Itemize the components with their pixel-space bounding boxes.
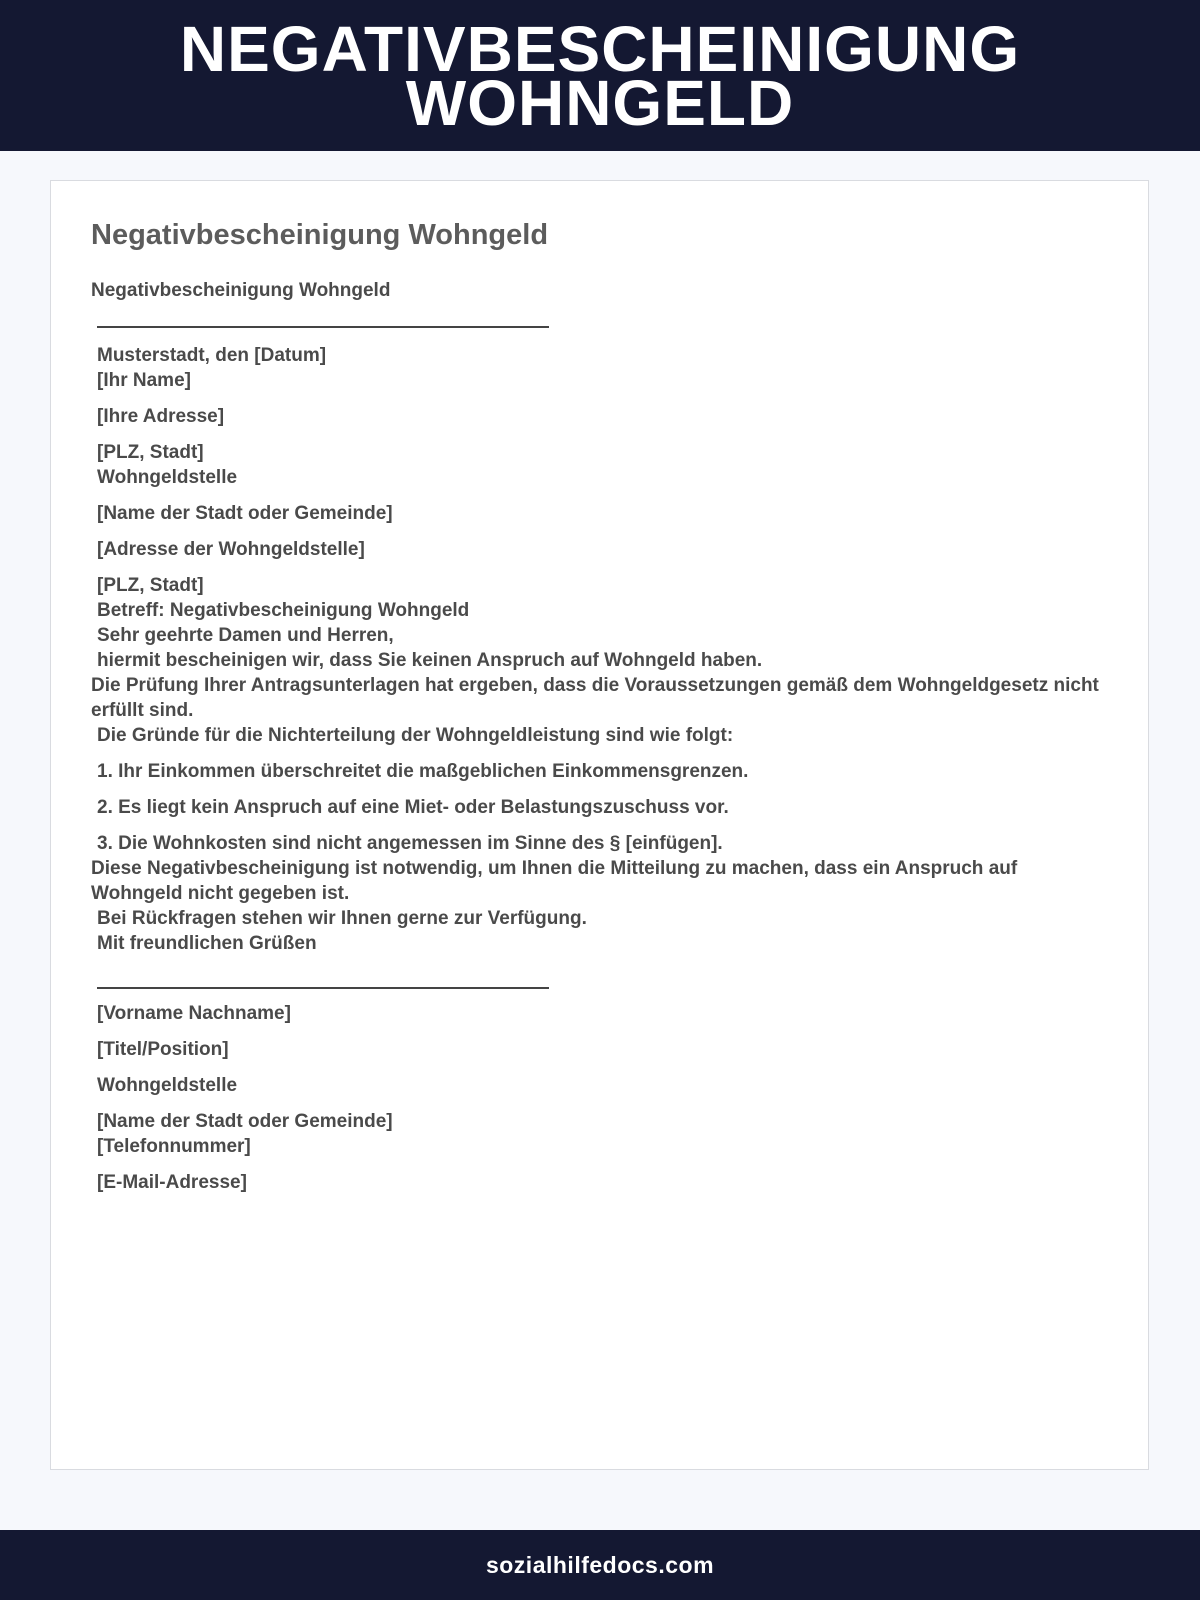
banner-title-line-1: NEGATIVBESCHEINIGUNG bbox=[179, 12, 1021, 85]
sender-address: [Ihre Adresse] bbox=[97, 406, 225, 427]
questions-line: Bei Rückfragen stehen wir Ihnen gerne zur Verfügung. bbox=[97, 908, 587, 929]
signature-title: [Titel/Position] bbox=[97, 1039, 229, 1060]
signature-block bbox=[91, 1001, 1091, 1195]
date-line: Musterstadt, den [Datum] bbox=[97, 345, 327, 366]
document-title: Negativbescheinigung Wohngeld bbox=[91, 219, 549, 251]
footer-site-link[interactable]: sozialhilfedocs.com bbox=[485, 1551, 715, 1578]
intro-paragraph: hiermit bescheinigen wir, dass Sie keinen Anspruch auf Wohngeld haben. bbox=[97, 650, 763, 671]
reason-item: 1. Ihr Einkommen überschreitet die maßgeblichen Einkommensgrenzen. bbox=[97, 761, 749, 782]
reason-item: 2. Es liegt kein Anspruch auf eine Miet- oder Belastungszuschuss vor. bbox=[97, 797, 729, 818]
recipient-office: Wohngeldstelle bbox=[97, 467, 238, 488]
review-paragraph: Die Prüfung Ihrer Antragsunterlagen hat ergeben, dass die Voraussetzungen gemäß dem Wohngeldgesetz nicht erfüllt sind. bbox=[91, 675, 1099, 721]
signature-name: [Vorname Nachname] bbox=[97, 1003, 291, 1024]
top-divider bbox=[97, 326, 549, 328]
signature-divider bbox=[97, 987, 549, 989]
recipient-municipality: [Name der Stadt oder Gemeinde] bbox=[97, 503, 393, 524]
salutation: Sehr geehrte Damen und Herren, bbox=[97, 625, 394, 646]
closing-line: Mit freundlichen Grüßen bbox=[97, 933, 317, 954]
signature-email: [E-Mail-Adresse] bbox=[97, 1172, 247, 1193]
purpose-paragraph: Diese Negativbescheinigung ist notwendig, um Ihnen die Mitteilung zu machen, dass ein Anspruch auf Wohngeld nicht gegeben ist. bbox=[91, 858, 1018, 904]
signature-office: Wohngeldstelle bbox=[97, 1075, 238, 1096]
recipient-address: [Adresse der Wohngeldstelle] bbox=[97, 539, 365, 560]
signature-phone: [Telefonnummer] bbox=[97, 1136, 251, 1157]
reasons-intro: Die Gründe für die Nichterteilung der Wohngeldleistung sind wie folgt: bbox=[97, 725, 734, 746]
signature-municipality: [Name der Stadt oder Gemeinde] bbox=[97, 1111, 393, 1132]
reason-item: 3. Die Wohnkosten sind nicht angemessen im Sinne des § [einfügen]. bbox=[97, 833, 723, 854]
sender-name: [Ihr Name] bbox=[97, 370, 191, 391]
document-subtitle: Negativbescheinigung Wohngeld bbox=[91, 280, 391, 301]
recipient-plz-city: [PLZ, Stadt] bbox=[97, 575, 204, 596]
top-banner bbox=[0, 0, 1200, 151]
sender-plz-city: [PLZ, Stadt] bbox=[97, 442, 204, 463]
banner-title-line-2: WOHNGELD bbox=[405, 66, 795, 139]
document-card bbox=[50, 180, 1149, 1470]
letter-body bbox=[91, 343, 1111, 956]
subject-line: Betreff: Negativbescheinigung Wohngeld bbox=[97, 600, 470, 621]
footer-bar bbox=[0, 1530, 1200, 1600]
